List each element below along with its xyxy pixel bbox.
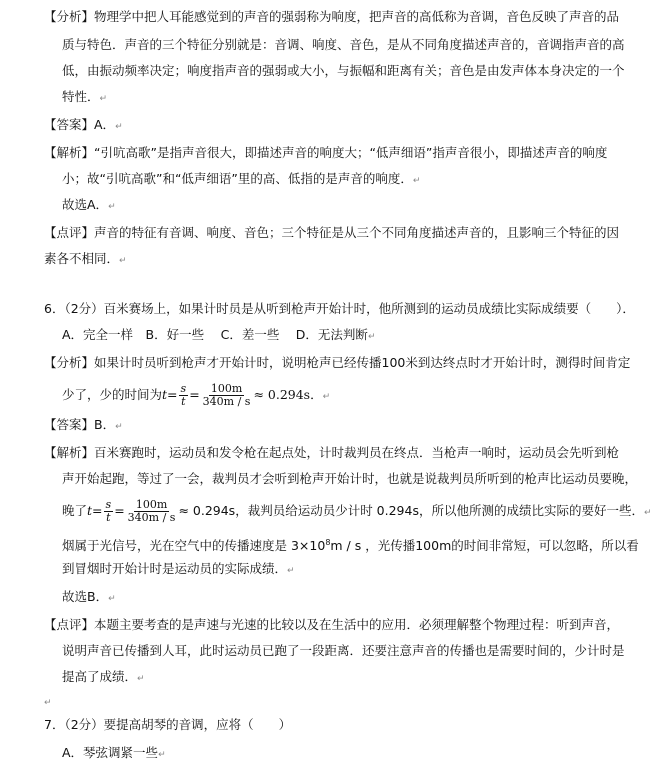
paragraph-mark: ↵: [115, 422, 123, 432]
comment-line: 提高了成绩．↵: [62, 669, 145, 684]
paragraph-mark: ↵: [115, 122, 123, 132]
explanation-line: 小；故“引吭高歌”和“低声细语”里的高、低指的是声音的响度．↵: [62, 171, 421, 186]
question-stem: 7．（2分）要提高胡琴的音调，应将（ ）: [44, 717, 292, 732]
fraction-distance-over-speed: $\frac{100m}{340m / s}$: [202, 382, 251, 408]
analysis-line: 【分析】如果计时员听到枪声才开始计时，说明枪声已经传播100米到达终点时才开始计时，测得时间肯定: [44, 355, 631, 370]
explanation-formula-line: 晚了t= $\frac{s}{t}$ = $\frac{100m}{340m / s}$ ≈ 0.294s，裁判员给运动员少计时 0.294s，所以他所测的成绩比实际的要好一些．↵: [62, 498, 652, 524]
choose-line: 故选A．↵: [62, 197, 116, 212]
answer-line: 【答案】A．↵: [44, 117, 123, 132]
question-options: A．完全一样 B．好一些 C．差一些 D．无法判断↵: [62, 327, 376, 342]
paragraph-mark: ↵: [322, 392, 331, 402]
paragraph-mark: ↵: [44, 698, 52, 708]
analysis-line: 特性．↵: [62, 89, 108, 104]
paragraph-mark: ↵: [99, 94, 108, 104]
comment-line: 素各不相同．↵: [44, 251, 127, 266]
paragraph-mark: ↵: [367, 332, 376, 342]
paragraph-mark: ↵: [643, 508, 652, 518]
comment-line: 【点评】声音的特征有音调、响度、音色；三个特征是从三个不同角度描述声音的，且影响三个特征的因: [44, 225, 620, 240]
paragraph-mark: ↵: [119, 256, 127, 266]
analysis-formula-line: 少了，少的时间为t= $\frac{s}{t}$ = $\frac{100m}{340m / s}$ ≈ 0.294s．↵: [62, 382, 331, 408]
paragraph-mark: ↵: [412, 176, 421, 186]
question-stem: 6．（2分）百米赛场上，如果计时员是从听到枪声开始计时，他所测到的运动员成绩比实际成绩要（ ）．: [44, 301, 635, 316]
analysis-line: 【分析】物理学中把人耳能感觉到的声音的强弱称为响度，把声音的高低称为音调，音色反映了声音的品: [44, 9, 620, 24]
paragraph-mark: ↵: [158, 750, 166, 760]
explanation-line: 【解析】“引吭高歌”是指声音很大，即描述声音的响度大；“低声细语”指声音很小，即描述声音的响度: [44, 145, 608, 160]
explanation-line: 声开始起跑，等过了一会，裁判员才会听到枪声开始计时，也就是说裁判员所听到的枪声比运动员要晚，: [62, 471, 638, 486]
analysis-line: 质与特色．声音的三个特征分别就是：音调、响度、音色，是从不同角度描述声音的，音调指声音的高: [62, 37, 625, 52]
answer-line: 【答案】B．↵: [44, 417, 123, 432]
fraction-distance-over-speed: $\frac{100m}{340m / s}$: [127, 498, 176, 524]
paragraph-mark: ↵: [108, 202, 116, 212]
explanation-line: 到冒烟时开始计时是运动员的实际成绩．↵: [62, 561, 295, 576]
paragraph-mark: ↵: [137, 674, 145, 684]
choose-line: 故选B．↵: [62, 589, 116, 604]
paragraph-mark: ↵: [287, 566, 295, 576]
comment-line: 说明声音已传播到人耳，此时运动员已跑了一段距离．还要注意声音的传播也是需要时间的，少计时是: [62, 643, 625, 658]
explanation-line: 【解析】百米赛跑时，运动员和发令枪在起点处，计时裁判员在终点．当枪声一响时，运动员会先听到枪: [44, 445, 620, 460]
comment-line: 【点评】本题主要考查的是声速与光速的比较以及在生活中的应用．必须理解整个物理过程：听到声音，: [44, 617, 620, 632]
question-option-a: A．琴弦调紧一些↵: [62, 745, 166, 760]
fraction-s-over-t: $\frac{s}{t}$: [180, 382, 187, 408]
analysis-line: 低，由振动频率决定；响度指声音的强弱或大小，与振幅和距离有关；音色是由发声体本身决定的一个: [62, 63, 625, 78]
blank-line: [44, 692, 52, 712]
paragraph-mark: ↵: [108, 594, 116, 604]
explanation-line: 烟属于光信号，光在空气中的传播速度是 $3\times 10^8m / s$ ，光传播100m的时间非常短，可以忽略，所以看: [62, 538, 639, 554]
fraction-s-over-t: $\frac{s}{t}$: [105, 498, 112, 524]
